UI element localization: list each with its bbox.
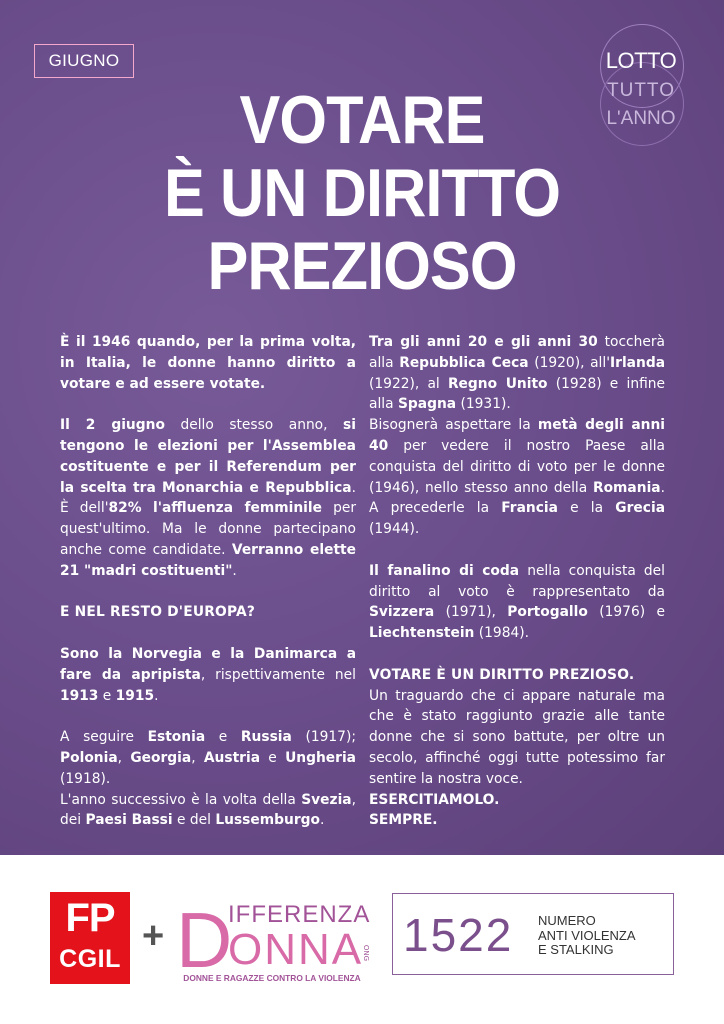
text: . A precederle la bbox=[369, 479, 665, 517]
text: dello stesso anno, bbox=[164, 417, 344, 434]
text: (1928) e infine alla bbox=[369, 375, 665, 413]
text: (1984). bbox=[474, 625, 530, 642]
left-column bbox=[60, 332, 356, 852]
text: , bbox=[191, 749, 204, 766]
text-bold: Estonia bbox=[147, 729, 206, 746]
section-heading-europa bbox=[60, 602, 356, 623]
text-bold: Svizzera bbox=[369, 604, 435, 621]
text-bold: Il fanalino di coda bbox=[369, 562, 520, 579]
text: (1918). bbox=[60, 770, 111, 787]
text: Un traguardo che ci appare naturale ma che è stato raggiunto grazie alle tante donne che si sono battute, per oltre un secolo, affinché oggi tutte potessimo far sentire la nostra voce. bbox=[369, 687, 665, 787]
paragraph-norvegia bbox=[60, 644, 356, 706]
text: . È dell' bbox=[60, 479, 356, 517]
text-bold: ESERCITIAMOLO. bbox=[369, 791, 500, 808]
text: , rispettivamente nel bbox=[200, 666, 356, 683]
footer bbox=[0, 855, 724, 1024]
text-bold: 1913 bbox=[60, 687, 99, 704]
text-bold: SEMPRE. bbox=[369, 812, 438, 829]
text: . bbox=[319, 812, 325, 829]
text-bold: Irlanda bbox=[610, 354, 666, 371]
text: Bisognerà aspettare la bbox=[369, 417, 538, 434]
text: (1931). bbox=[456, 396, 511, 413]
badge-line3: L'ANNO bbox=[606, 108, 676, 129]
fp-cgil-logo bbox=[50, 892, 130, 984]
paragraph-1946 bbox=[60, 332, 356, 394]
text-bold: VOTARE È UN DIRITTO PREZIOSO. bbox=[369, 666, 635, 683]
text: L'anno successivo è la volta della bbox=[60, 791, 302, 808]
plus-sign: + bbox=[142, 915, 165, 957]
text-bold: Tra gli anni 20 e gli anni 30 bbox=[369, 334, 598, 350]
title-line3: PREZIOSO bbox=[207, 228, 517, 304]
dd-logo-tagline: DONNE E RAGAZZE CONTRO LA VIOLENZA bbox=[183, 973, 361, 983]
month-badge: GIUGNO bbox=[34, 44, 134, 78]
text: , dei bbox=[60, 791, 356, 829]
text-bold: Il 2 giugno bbox=[60, 417, 165, 434]
text-bold: Portogallo bbox=[507, 604, 588, 621]
text: e del bbox=[172, 812, 216, 829]
paragraph-anni-20-30 bbox=[369, 332, 665, 540]
text-bold: Paesi Bassi bbox=[85, 812, 173, 829]
text: (1920), all' bbox=[528, 354, 611, 371]
right-column bbox=[369, 332, 665, 852]
text-bold: Liechtenstein bbox=[369, 625, 475, 642]
title-line2: È UN DIRITTO bbox=[163, 155, 561, 231]
paragraph-a-seguire bbox=[60, 727, 356, 831]
text: e la bbox=[557, 500, 616, 517]
text-bold: Francia bbox=[501, 500, 558, 517]
text: per quest'ultimo. Ma le donne partecipano anche come candidate. bbox=[60, 500, 356, 558]
text-bold: Repubblica Ceca bbox=[399, 354, 529, 371]
text-bold: È il 1946 quando, per la prima volta, in Italia, le donne hanno diritto a votare e ad essere votate. bbox=[60, 334, 356, 392]
text: (1922), al bbox=[369, 375, 448, 392]
paragraph-fanalino bbox=[369, 561, 665, 644]
dd-logo-line2: ONNA bbox=[228, 925, 364, 974]
hotline-label-line2: ANTI VIOLENZA bbox=[538, 927, 636, 943]
hotline-label-line3: E STALKING bbox=[538, 942, 614, 957]
text-bold: Spagna bbox=[397, 396, 457, 413]
text: per vedere il nostro Paese alla conquista del diritto di voto per le donne (1946), nello stesso anno della bbox=[369, 437, 665, 496]
page-title bbox=[90, 84, 634, 303]
dd-logo-big-d: D bbox=[176, 896, 233, 984]
text-bold: Polonia bbox=[60, 749, 118, 766]
text: e bbox=[205, 729, 241, 746]
text-bold: Grecia bbox=[615, 500, 666, 517]
paragraph-2-giugno bbox=[60, 415, 356, 581]
title-line1: VOTARE bbox=[239, 82, 485, 158]
text: . bbox=[154, 687, 159, 704]
dd-logo-ong: ONG bbox=[362, 944, 371, 962]
text: (1917); bbox=[291, 729, 356, 746]
text: . bbox=[232, 562, 237, 579]
text-bold: Sono la Norvegia e la Danimarca a fare da apripista bbox=[60, 645, 356, 683]
text-bold: 1915 bbox=[115, 687, 155, 704]
hotline-number: 1522 bbox=[403, 909, 514, 961]
text-bold: Romania bbox=[592, 479, 661, 496]
badge-line1: LOTTO bbox=[605, 48, 677, 73]
text-bold: Regno Unito bbox=[447, 375, 548, 392]
fp-logo-line2: CGIL bbox=[59, 945, 121, 973]
fp-logo-line1: FP bbox=[65, 896, 115, 940]
text-bold: E NEL RESTO D'EUROPA? bbox=[60, 604, 256, 621]
differenza-donna-logo bbox=[172, 896, 372, 989]
text-bold: Lussemburgo bbox=[215, 812, 320, 829]
dd-logo-line1: IFFERENZA bbox=[228, 901, 371, 928]
text: toccherà alla bbox=[369, 334, 665, 371]
badge-line2: TUTTO bbox=[607, 80, 675, 101]
text: (1944). bbox=[369, 521, 420, 538]
text-bold: metà degli anni 40 bbox=[369, 417, 665, 454]
text: (1971), bbox=[434, 604, 508, 621]
paragraph-closing bbox=[369, 665, 665, 831]
text-bold: Austria bbox=[203, 749, 261, 766]
text-bold: Georgia bbox=[130, 749, 192, 766]
text-bold: si tengono le elezioni per l'Assemblea costituente e per il Referendum per la scelta tra Monarchia e Repubblica bbox=[60, 417, 356, 496]
text-bold: Verranno elette 21 "madri costituenti" bbox=[60, 541, 356, 579]
hotline-label-line1: NUMERO bbox=[538, 913, 596, 928]
text: A seguire bbox=[60, 729, 148, 746]
text-bold: Russia bbox=[240, 729, 292, 746]
text-bold: Svezia bbox=[301, 791, 352, 808]
text: (1976) e bbox=[587, 604, 665, 621]
text: nella conquista del diritto al voto è rappresentato da bbox=[369, 562, 665, 600]
hotline-box bbox=[392, 893, 674, 975]
hotline-label bbox=[538, 914, 636, 958]
text-bold: Ungheria bbox=[285, 749, 356, 766]
text: , bbox=[117, 749, 131, 766]
text: e bbox=[98, 687, 116, 704]
text-bold: 82% l'affluenza femminile bbox=[108, 500, 322, 517]
text: e bbox=[260, 749, 286, 766]
